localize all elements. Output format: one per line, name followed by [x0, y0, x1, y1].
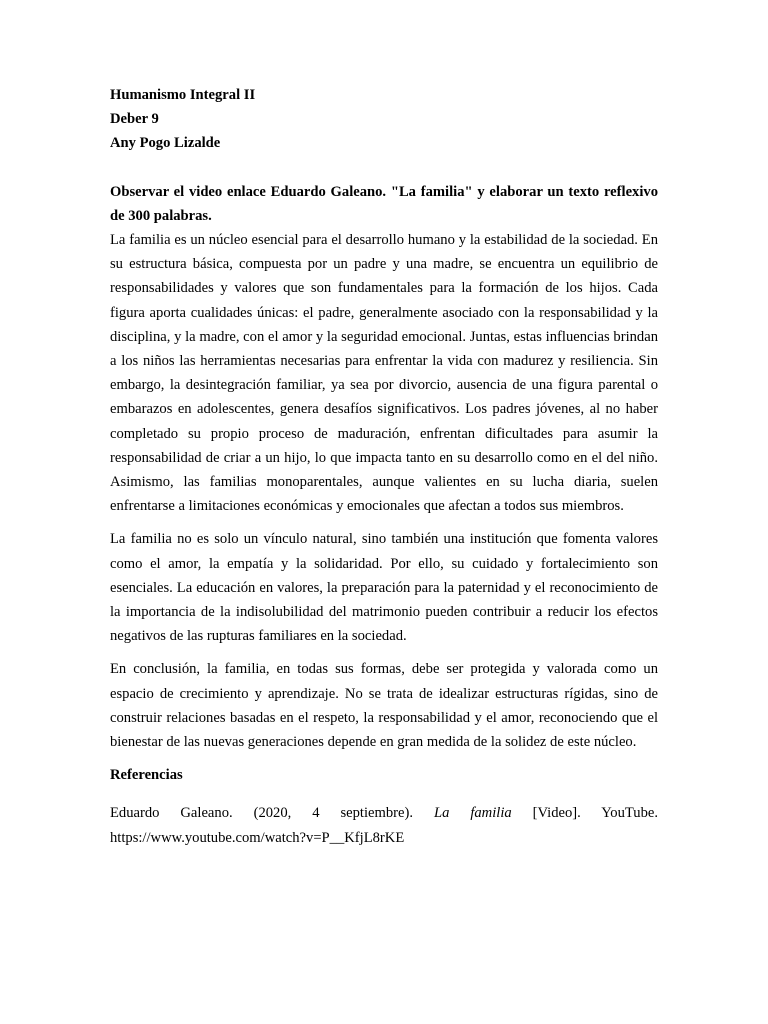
- references-heading: Referencias: [110, 767, 183, 784]
- assignment-prompt: Observar el video enlace Eduardo Galeano. "La familia" y elaborar un texto reflexivo de 300 palabras.: [110, 183, 658, 224]
- reference-author-date: Eduardo Galeano. (2020, 4 septiembre).: [110, 805, 414, 822]
- document-header: [110, 83, 658, 156]
- reference-title: La familia: [433, 805, 512, 822]
- body-paragraph-2: La familia no es solo un vínculo natural, sino también una institución que fomenta valores como el amor, la empatía y la solidaridad. Por ello, su cuidado y fortalecimiento son esenciales. La educación en valores, la preparación para la paternidad y el reconocimiento de la importancia de la indisolubilidad del matrimonio pueden contribuir a reducir los efectos negativos de las rupturas familiares en la sociedad.: [110, 531, 658, 645]
- body-paragraph-1: La familia es un núcleo esencial para el desarrollo humano y la estabilidad de la sociedad. En su estructura básica, compuesta por un padre y una madre, se encuentra un equilibrio de responsabilidades y valores que son fundamentales para la formación de los hijos. Cada figura aporta cualidades únicas: el padre, generalmente asociado con la responsabilidad y la disciplina, y la madre, con el amor y la seguridad emocional. Juntas, estas influencias brindan a los niños las herramientas necesarias para enfrentar la vida con madurez y resiliencia. Sin embargo, la desintegración familiar, ya sea por divorcio, ausencia de una figura parental o embarazos en adolescentes, genera desafíos significativos. Los padres jóvenes, al no haber completado su propio proceso de maduración, enfrentan dificultades para asumir la responsabilidad de criar a un hijo, lo que impacta tanto en su desarrollo como en el del niño. Asimismo, las familias monoparentales, aunque valientes en su lucha diaria, suelen enfrentarse a limitaciones económicas y emocionales que afectan a todos sus miembros.: [110, 232, 658, 515]
- body-paragraph-3: En conclusión, la familia, en todas sus formas, debe ser protegida y valorada como un espacio de crecimiento y aprendizaje. No se trata de idealizar estructuras rígidas, sino de construir relaciones basadas en el respeto, la responsabilidad y el amor, reconociendo que el bienestar de las nuevas generaciones depende en gran medida de la solidez de este núcleo.: [110, 661, 658, 751]
- assignment-name: Deber 9: [110, 111, 159, 128]
- document-page: [110, 83, 658, 850]
- reference-entry: [110, 801, 658, 849]
- reference-source: [Video]. YouTube.: [532, 805, 658, 822]
- author-name: Any Pogo Lizalde: [110, 135, 221, 152]
- course-name: Humanismo Integral II: [110, 87, 256, 103]
- reference-url: https://www.youtube.com/watch?v=P__KfjL8rKE: [110, 829, 405, 846]
